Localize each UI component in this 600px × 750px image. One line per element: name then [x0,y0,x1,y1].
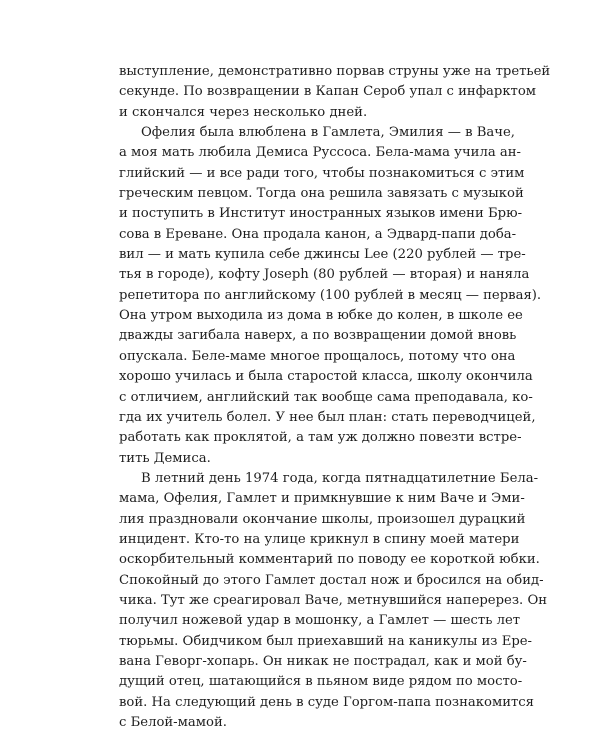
text-line: сова в Ереване. Она продала канон, а Эдвард-папи доба- [119,226,517,242]
text-line: секунде. По возвращении в Капан Сероб упал с инфарктом [119,84,537,100]
text-line: оскорбительный комментарий по поводу ее короткой юбки. [119,552,540,568]
text-line: и скончался через несколько дней. [119,104,368,120]
text-line: гда их учитель болел. У нее был план: стать переводчицей, [119,409,536,425]
text-line: инцидент. Кто-то на улице крикнул в спину моей матери [119,531,520,547]
text-line: работать как проклятой, а там уж должно повезти встре- [119,430,522,446]
text-line: хорошо училась и была старостой класса, школу окончила [119,369,533,385]
text-line: с Белой-мамой. [119,715,227,730]
text-line: тить Демиса. [119,450,211,466]
text-line: дважды загибала наверх, а по возвращении домой вновь [119,328,517,344]
text-line: а моя мать любила Демиса Руссоса. Бела-мама учила ан- [119,145,521,161]
text-line: выступление, демонстративно порвав струны уже на третьей [119,64,551,79]
text-line: дущий отец, шатающийся в пьяном виде рядом по мосто- [119,674,523,690]
text-line: репетитора по английскому (100 рублей в месяц — первая). [119,287,542,303]
text-line: Офелия была влюблена в Гамлета, Эмилия — в Ваче, [141,125,516,141]
text-line: Она утром выходила из дома в юбке до колен, в школе ее [119,308,523,324]
text-line: и поступить в Институт иностранных языков имени Брю- [119,206,523,222]
text-line: с отличием, английский так вообще сама преподавала, ко- [119,389,533,405]
text-line: глийский — и все ради того, чтобы познакомиться с этим [119,165,525,181]
text-line: лия праздновали окончание школы, произошел дурацкий [119,511,526,527]
text-line: вой. На следующий день в суде Горгом-папа познакомится [119,694,534,710]
paragraph [119,123,542,469]
text-line: получил ножевой удар в мошонку, а Гамлет — шесть лет [119,613,521,629]
text-line: тья в городе), кофту Joseph (80 рублей — вторая) и наняла [119,267,530,283]
text-line: вил — и мать купила себе джинсы Lee (220 рублей — тре- [119,247,526,263]
text-line: опускала. Беле-маме многое прощалось, потому что она [119,348,516,364]
page-body [119,62,551,733]
text-line: чика. Тут же среагировал Ваче, метнувшийся наперерез. Он [119,592,548,608]
text-line: тюрьмы. Обидчиком был приехавший на каникулы из Ере- [119,633,533,649]
text-line: Спокойный до этого Гамлет достал нож и бросился на обид- [119,572,544,588]
paragraph [119,469,548,733]
text-line: вана Геворг-хопарь. Он никак не пострадал, как и мой бу- [119,653,527,669]
text-line: греческим певцом. Тогда она решила завязать с музыкой [119,186,524,202]
text-line: мама, Офелия, Гамлет и примкнувшие к ним Ваче и Эми- [119,491,525,507]
text-line: В летний день 1974 года, когда пятнадцатилетние Бела- [141,470,539,486]
paragraph [119,62,551,123]
